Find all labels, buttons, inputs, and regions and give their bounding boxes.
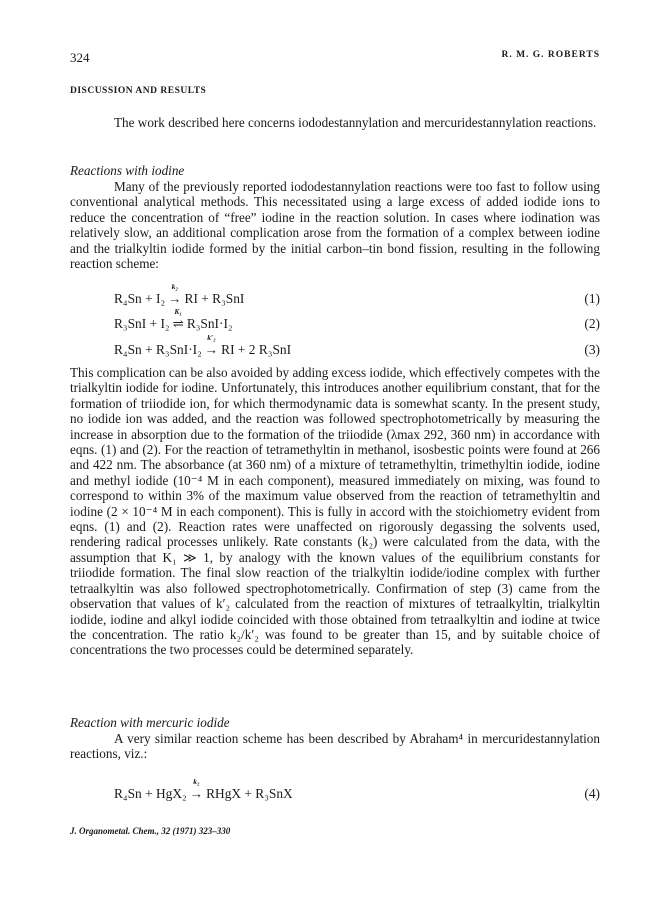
equation-4: [114, 777, 600, 802]
eq1-number: (1): [584, 291, 600, 306]
journal-page: [70, 0, 600, 912]
eq1-rate-constant: k₂: [171, 282, 178, 291]
eq3-arrow: →: [204, 342, 219, 357]
eq1-left: R₄Sn + I₂: [114, 291, 166, 306]
running-header: [70, 50, 600, 66]
eq3-left: R₄Sn + R₃SnI·I₂: [114, 342, 202, 357]
eq4-left: R₄Sn + HgX₂: [114, 786, 187, 801]
mercuric-paragraph: A very similar reaction scheme has been described by Abraham⁴ in mercuridestannylation reactions, viz.:: [70, 731, 600, 762]
eq4-rate-constant: k₂: [193, 777, 200, 786]
section-heading: DISCUSSION AND RESULTS: [70, 86, 207, 96]
intro-paragraph: The work described here concerns iododestannylation and mercuridestannylation reactions.: [114, 115, 597, 130]
eq3-number: (3): [584, 342, 600, 357]
eq2-equilibrium-constant: K₁: [174, 307, 182, 316]
eq2-number: (2): [584, 316, 600, 331]
page-number: 324: [70, 50, 90, 65]
subheading-mercuric-iodide: Reaction with mercuric iodide: [70, 715, 230, 730]
subheading-iodine: Reactions with iodine: [70, 163, 185, 178]
equation-1: [114, 282, 600, 307]
running-author: R. M. G. ROBERTS: [501, 50, 600, 60]
eq3-rate-constant: k′₂: [207, 333, 216, 342]
eq3-right: RI + 2 R₃SnI: [221, 342, 292, 357]
equation-2: [114, 307, 600, 332]
eq2-arrow: ⇌: [172, 316, 184, 331]
equation-3: [114, 333, 600, 358]
eq4-arrow: →: [189, 786, 204, 801]
eq4-number: (4): [584, 786, 600, 801]
iodine-paragraph-2: This complication can be also avoided by adding excess iodide, which effectively competes with the trialkyltin iodide for iodine. Unfortunately, this introduces another equilibrium constant, that for the formation of triiodide ion, for which thermodynamic data is somewhat scanty. In the present study, no iodide ion was added, and the reaction was followed spectrophotometrically by measuring the increase in absorption due to the formation of the triiodide (λmax 292, 360 nm) in accordance with eqns. (1) and (2). For the reaction of tetramethyltin in methanol, isosbestic points were found at 266 and 422 nm. The absorbance (at 360 nm) of a mixture of tetramethyltin, trimethyltin iodide, iodine and methyl iodide (10⁻⁴ M in each component), measured immediately on mixing, was found to correspond to within 3% of the maximum value observed from the reaction of tetramethyltin and iodine (2 × 10⁻⁴ M in each component). This is fully in accord with the stoichiometry evident from eqns. (1) and (2). Reaction rates were unaffected on rigorously degassing the solvents used, rendering radical processes unlikely. Rate constants (k₂) were calculated from the data, with the assumption that K₁ ≫ 1, by analogy with the known values of the equilibrium constants for triiodide formation. The final slow reaction of the trialkyltin iodide/iodine complex with further tetraalkyltin was also followed spectrophotometrically. Confirmation of step (3) came from the observation that values of k′₂ calculated from the reaction of mixtures of tetraalkyltin, trialkyltin iodide, iodine and alkyl iodide coincided with those obtained from tetraalkyltin and iodine at twice the concentration. The ratio k₂/k′₂ was found to be greater than 15, and by suitable choice of concentrations the two processes could be determined separately.: [70, 365, 600, 658]
iodine-paragraph-1: Many of the previously reported iododestannylation reactions were too fast to follow using conventional analytical methods. This necessitated using a large excess of added iodide ions to reduce the concentration of “free” iodine in the reaction solution. In cases where iodination was relatively slow, an additional complication arose from the formation of a complex between iodine and the trialkyltin iodide formed by the initial carbon–tin bond fission, resulting in the following reaction scheme:: [70, 179, 600, 272]
eq1-arrow: →: [168, 291, 182, 306]
eq2-left: R₃SnI + I₂: [114, 316, 170, 331]
journal-citation-footer: J. Organometal. Chem., 32 (1971) 323–330: [70, 826, 231, 836]
eq1-right: RI + R₃SnI: [184, 291, 245, 306]
eq4-right: RHgX + R₃SnX: [206, 786, 293, 801]
eq2-right: R₃SnI·I₂: [186, 316, 233, 331]
